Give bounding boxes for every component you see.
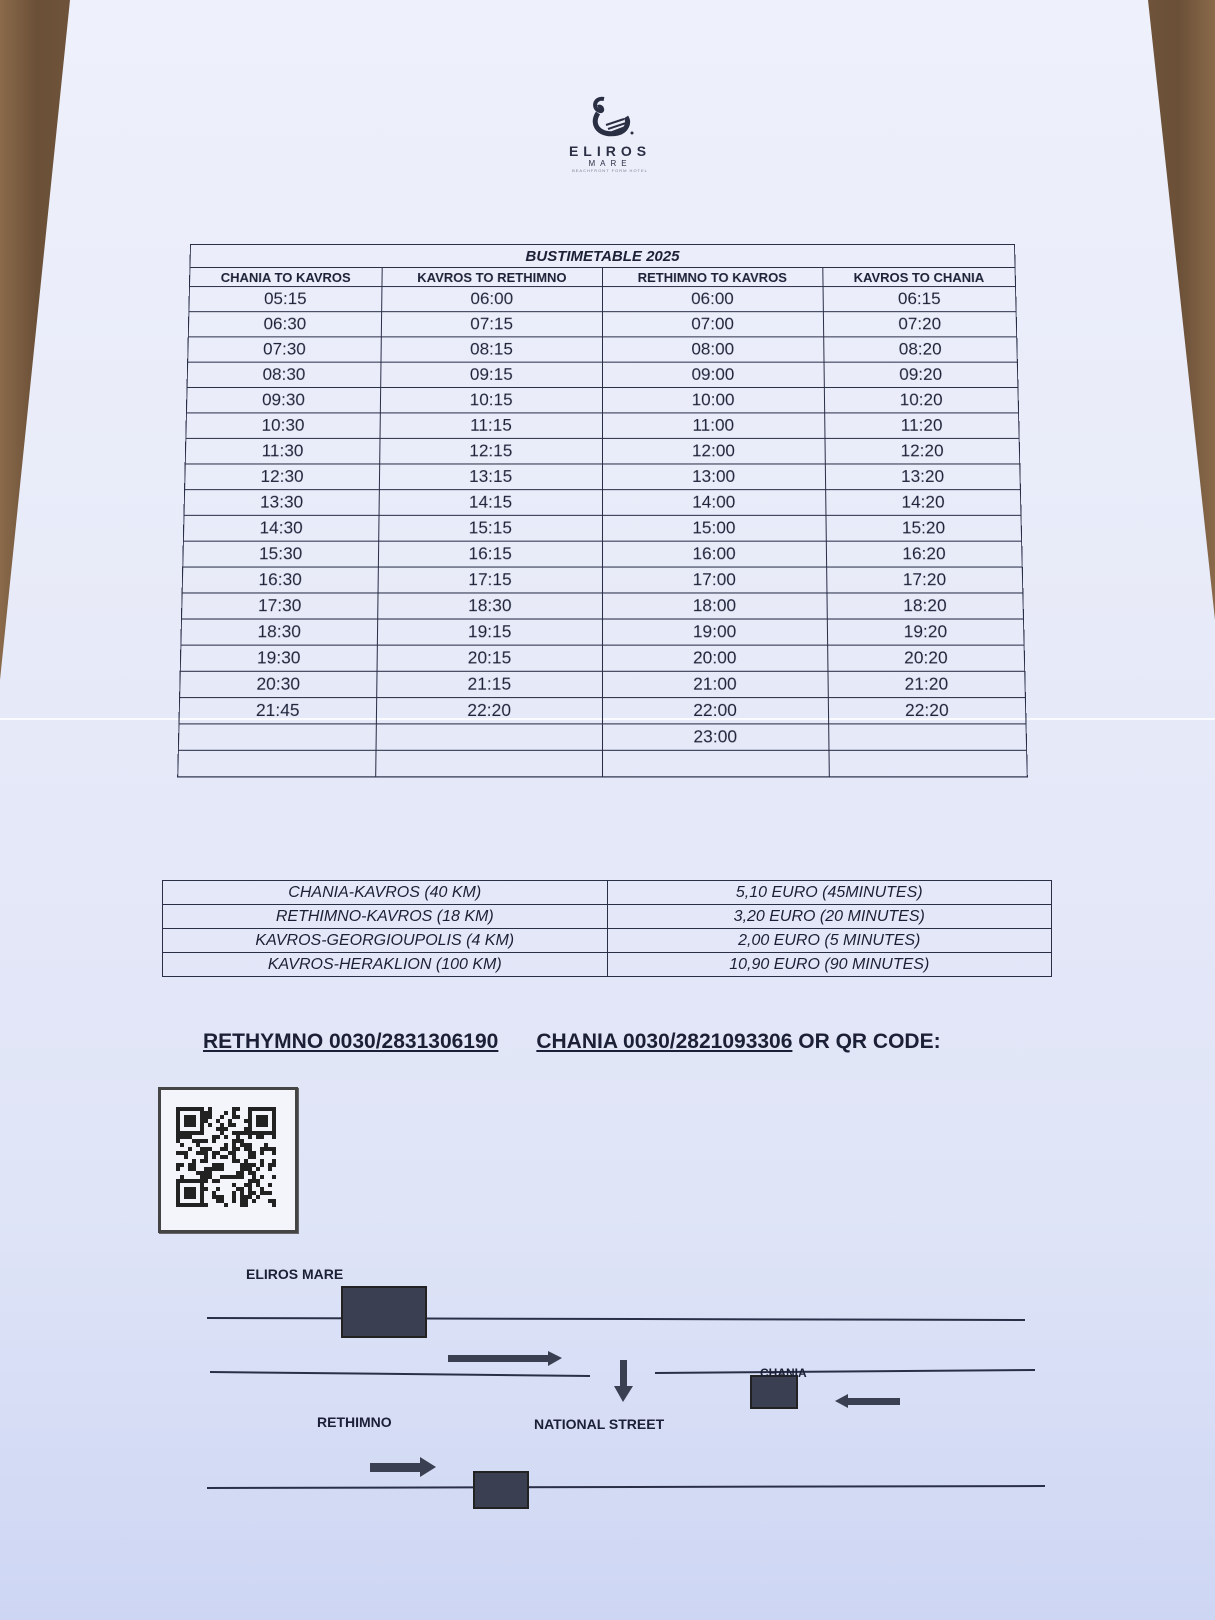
time-cell: 17:15: [378, 567, 602, 593]
arrow-down-icon: [614, 1360, 633, 1402]
fare-row: [163, 905, 1052, 929]
arrow-right-icon: [448, 1351, 562, 1366]
time-cell: [375, 750, 602, 776]
road-line: [210, 1372, 590, 1376]
time-cell: [178, 750, 376, 776]
table-row: [186, 387, 1018, 412]
road-line: [207, 1486, 1045, 1488]
logo-sub: MARE: [588, 159, 632, 168]
arrow-right-icon: [370, 1457, 436, 1477]
time-cell: 13:00: [602, 464, 825, 490]
table-row: [180, 645, 1025, 671]
column-header: KAVROS TO RETHIMNO: [382, 267, 602, 286]
time-cell: 06:15: [823, 287, 1017, 312]
time-cell: 17:00: [602, 567, 826, 593]
qr-code-icon: [161, 1090, 295, 1230]
fare-row: [163, 881, 1052, 905]
fare-route: KAVROS-GEORGIOUPOLIS (4 KM): [163, 929, 608, 953]
time-cell: 07:20: [823, 312, 1017, 337]
time-cell: 21:20: [828, 671, 1026, 697]
fare-price: 2,00 EURO (5 MINUTES): [607, 929, 1052, 953]
time-cell: 10:00: [602, 387, 824, 412]
time-cell: [829, 750, 1028, 776]
time-cell: 22:20: [828, 698, 1026, 724]
time-cell: 09:30: [186, 387, 380, 412]
time-cell: 10:20: [824, 387, 1019, 412]
logo-name: ELIROS: [568, 143, 652, 159]
table-row: [189, 287, 1016, 312]
time-cell: 18:30: [377, 593, 602, 619]
time-cell: 22:00: [602, 698, 828, 724]
road-line: [207, 1318, 1025, 1320]
time-cell: 12:20: [825, 438, 1020, 464]
table-row: [183, 515, 1021, 541]
time-cell: 08:20: [823, 337, 1017, 362]
fare-row: [163, 929, 1052, 953]
time-cell: 18:20: [827, 593, 1024, 619]
rethymno-phone[interactable]: RETHYMNO 0030/2831306190: [203, 1030, 499, 1053]
time-cell: 14:30: [183, 515, 378, 541]
table-row: [185, 464, 1021, 490]
swan-logo-icon: [580, 95, 640, 141]
time-cell: 15:00: [602, 515, 826, 541]
time-cell: 08:30: [187, 362, 381, 387]
table-row: [186, 413, 1019, 438]
rethimno-label: RETHIMNO: [317, 1414, 392, 1430]
fare-route: RETHIMNO-KAVROS (18 KM): [163, 905, 608, 929]
timetable-header-row: [189, 267, 1015, 286]
chania-label: CHANIA: [760, 1366, 807, 1380]
table-row: [178, 724, 1026, 750]
time-cell: 15:15: [378, 515, 602, 541]
road-line: [655, 1370, 1035, 1373]
time-cell: 13:30: [184, 490, 379, 516]
time-cell: 14:00: [602, 490, 825, 516]
time-cell: [178, 724, 376, 750]
time-cell: 21:00: [602, 671, 828, 697]
time-cell: 11:30: [185, 438, 379, 464]
time-cell: 12:15: [379, 438, 602, 464]
time-cell: 09:00: [602, 362, 824, 387]
time-cell: 11:15: [380, 413, 602, 438]
time-cell: 13:15: [379, 464, 602, 490]
time-cell: 19:20: [827, 619, 1024, 645]
time-cell: 13:20: [825, 464, 1021, 490]
rethimno-bus-stop: [474, 1472, 528, 1508]
time-cell: 09:15: [380, 362, 602, 387]
time-cell: 18:30: [181, 619, 377, 645]
table-row: [182, 593, 1024, 619]
timetable-body: [178, 287, 1028, 777]
table-row: [188, 312, 1016, 337]
time-cell: 12:30: [185, 464, 380, 490]
time-cell: [602, 750, 829, 776]
fare-price: 3,20 EURO (20 MINUTES): [607, 905, 1052, 929]
timetable-title: BUSTIMETABLE 2025: [190, 244, 1015, 267]
time-cell: 15:30: [183, 541, 379, 567]
time-cell: 06:00: [602, 287, 823, 312]
time-cell: 10:15: [380, 387, 602, 412]
table-row: [185, 438, 1020, 464]
time-cell: 09:20: [824, 362, 1018, 387]
qr-code-hint: OR QR CODE:: [792, 1030, 941, 1053]
fare-table: [162, 880, 1052, 977]
map-drawing: [0, 1240, 1215, 1540]
time-cell: 19:00: [602, 619, 827, 645]
time-cell: 15:20: [826, 515, 1022, 541]
time-cell: 07:00: [602, 312, 823, 337]
street-label: NATIONAL STREET: [534, 1416, 665, 1432]
time-cell: 10:30: [186, 413, 380, 438]
fare-route: KAVROS-HERAKLION (100 KM): [163, 953, 608, 977]
time-cell: [828, 724, 1026, 750]
table-row: [187, 362, 1018, 387]
column-header: KAVROS TO CHANIA: [822, 267, 1015, 286]
table-row: [188, 337, 1018, 362]
time-cell: 18:00: [602, 593, 827, 619]
chania-bus-stop: [751, 1376, 797, 1408]
time-cell: 11:20: [824, 413, 1019, 438]
time-cell: 21:45: [179, 698, 376, 724]
time-cell: 20:30: [180, 671, 377, 697]
time-cell: 08:15: [381, 337, 602, 362]
hotel-label: ELIROS MARE: [246, 1266, 344, 1282]
bus-timetable: [177, 244, 1028, 777]
table-row: [181, 619, 1024, 645]
fare-price: 10,90 EURO (90 MINUTES): [607, 953, 1052, 977]
hotel-building: [342, 1287, 426, 1337]
table-row: [180, 671, 1026, 697]
table-row: [182, 567, 1023, 593]
column-header: CHANIA TO KAVROS: [189, 267, 381, 286]
column-header: RETHIMNO TO KAVROS: [602, 267, 822, 286]
time-cell: 07:30: [188, 337, 381, 362]
time-cell: 16:00: [602, 541, 826, 567]
time-cell: 06:00: [381, 287, 602, 312]
time-cell: 17:30: [182, 593, 378, 619]
location-map: [0, 1240, 1215, 1540]
table-row: [183, 541, 1022, 567]
time-cell: 12:00: [602, 438, 825, 464]
time-cell: 22:20: [376, 698, 602, 724]
table-row: [178, 750, 1028, 776]
time-cell: 07:15: [381, 312, 602, 337]
table-row: [184, 490, 1021, 516]
qr-code[interactable]: [158, 1087, 298, 1233]
hotel-logo: [555, 95, 665, 173]
time-cell: 19:15: [377, 619, 602, 645]
time-cell: 14:15: [379, 490, 602, 516]
time-cell: 20:15: [377, 645, 602, 671]
time-cell: [376, 724, 602, 750]
table-row: [179, 698, 1026, 724]
fare-price: 5,10 EURO (45MINUTES): [607, 881, 1052, 905]
time-cell: 06:30: [188, 312, 381, 337]
contact-line: [203, 1030, 941, 1054]
time-cell: 20:00: [602, 645, 827, 671]
fare-row: [163, 953, 1052, 977]
fare-route: CHANIA-KAVROS (40 KM): [163, 881, 608, 905]
time-cell: 16:30: [182, 567, 378, 593]
time-cell: 14:20: [825, 490, 1021, 516]
time-cell: 16:15: [378, 541, 602, 567]
time-cell: 16:20: [826, 541, 1022, 567]
time-cell: 19:30: [180, 645, 377, 671]
time-cell: 23:00: [602, 724, 828, 750]
time-cell: 11:00: [602, 413, 824, 438]
time-cell: 08:00: [602, 337, 823, 362]
chania-phone[interactable]: CHANIA 0030/2821093306: [536, 1030, 793, 1053]
arrow-left-icon: [835, 1394, 900, 1408]
time-cell: 21:15: [376, 671, 602, 697]
time-cell: 17:20: [826, 567, 1023, 593]
time-cell: 20:20: [827, 645, 1025, 671]
time-cell: 05:15: [189, 287, 382, 312]
logo-tagline: BEACHFRONT FORM HOTEL: [572, 168, 648, 173]
